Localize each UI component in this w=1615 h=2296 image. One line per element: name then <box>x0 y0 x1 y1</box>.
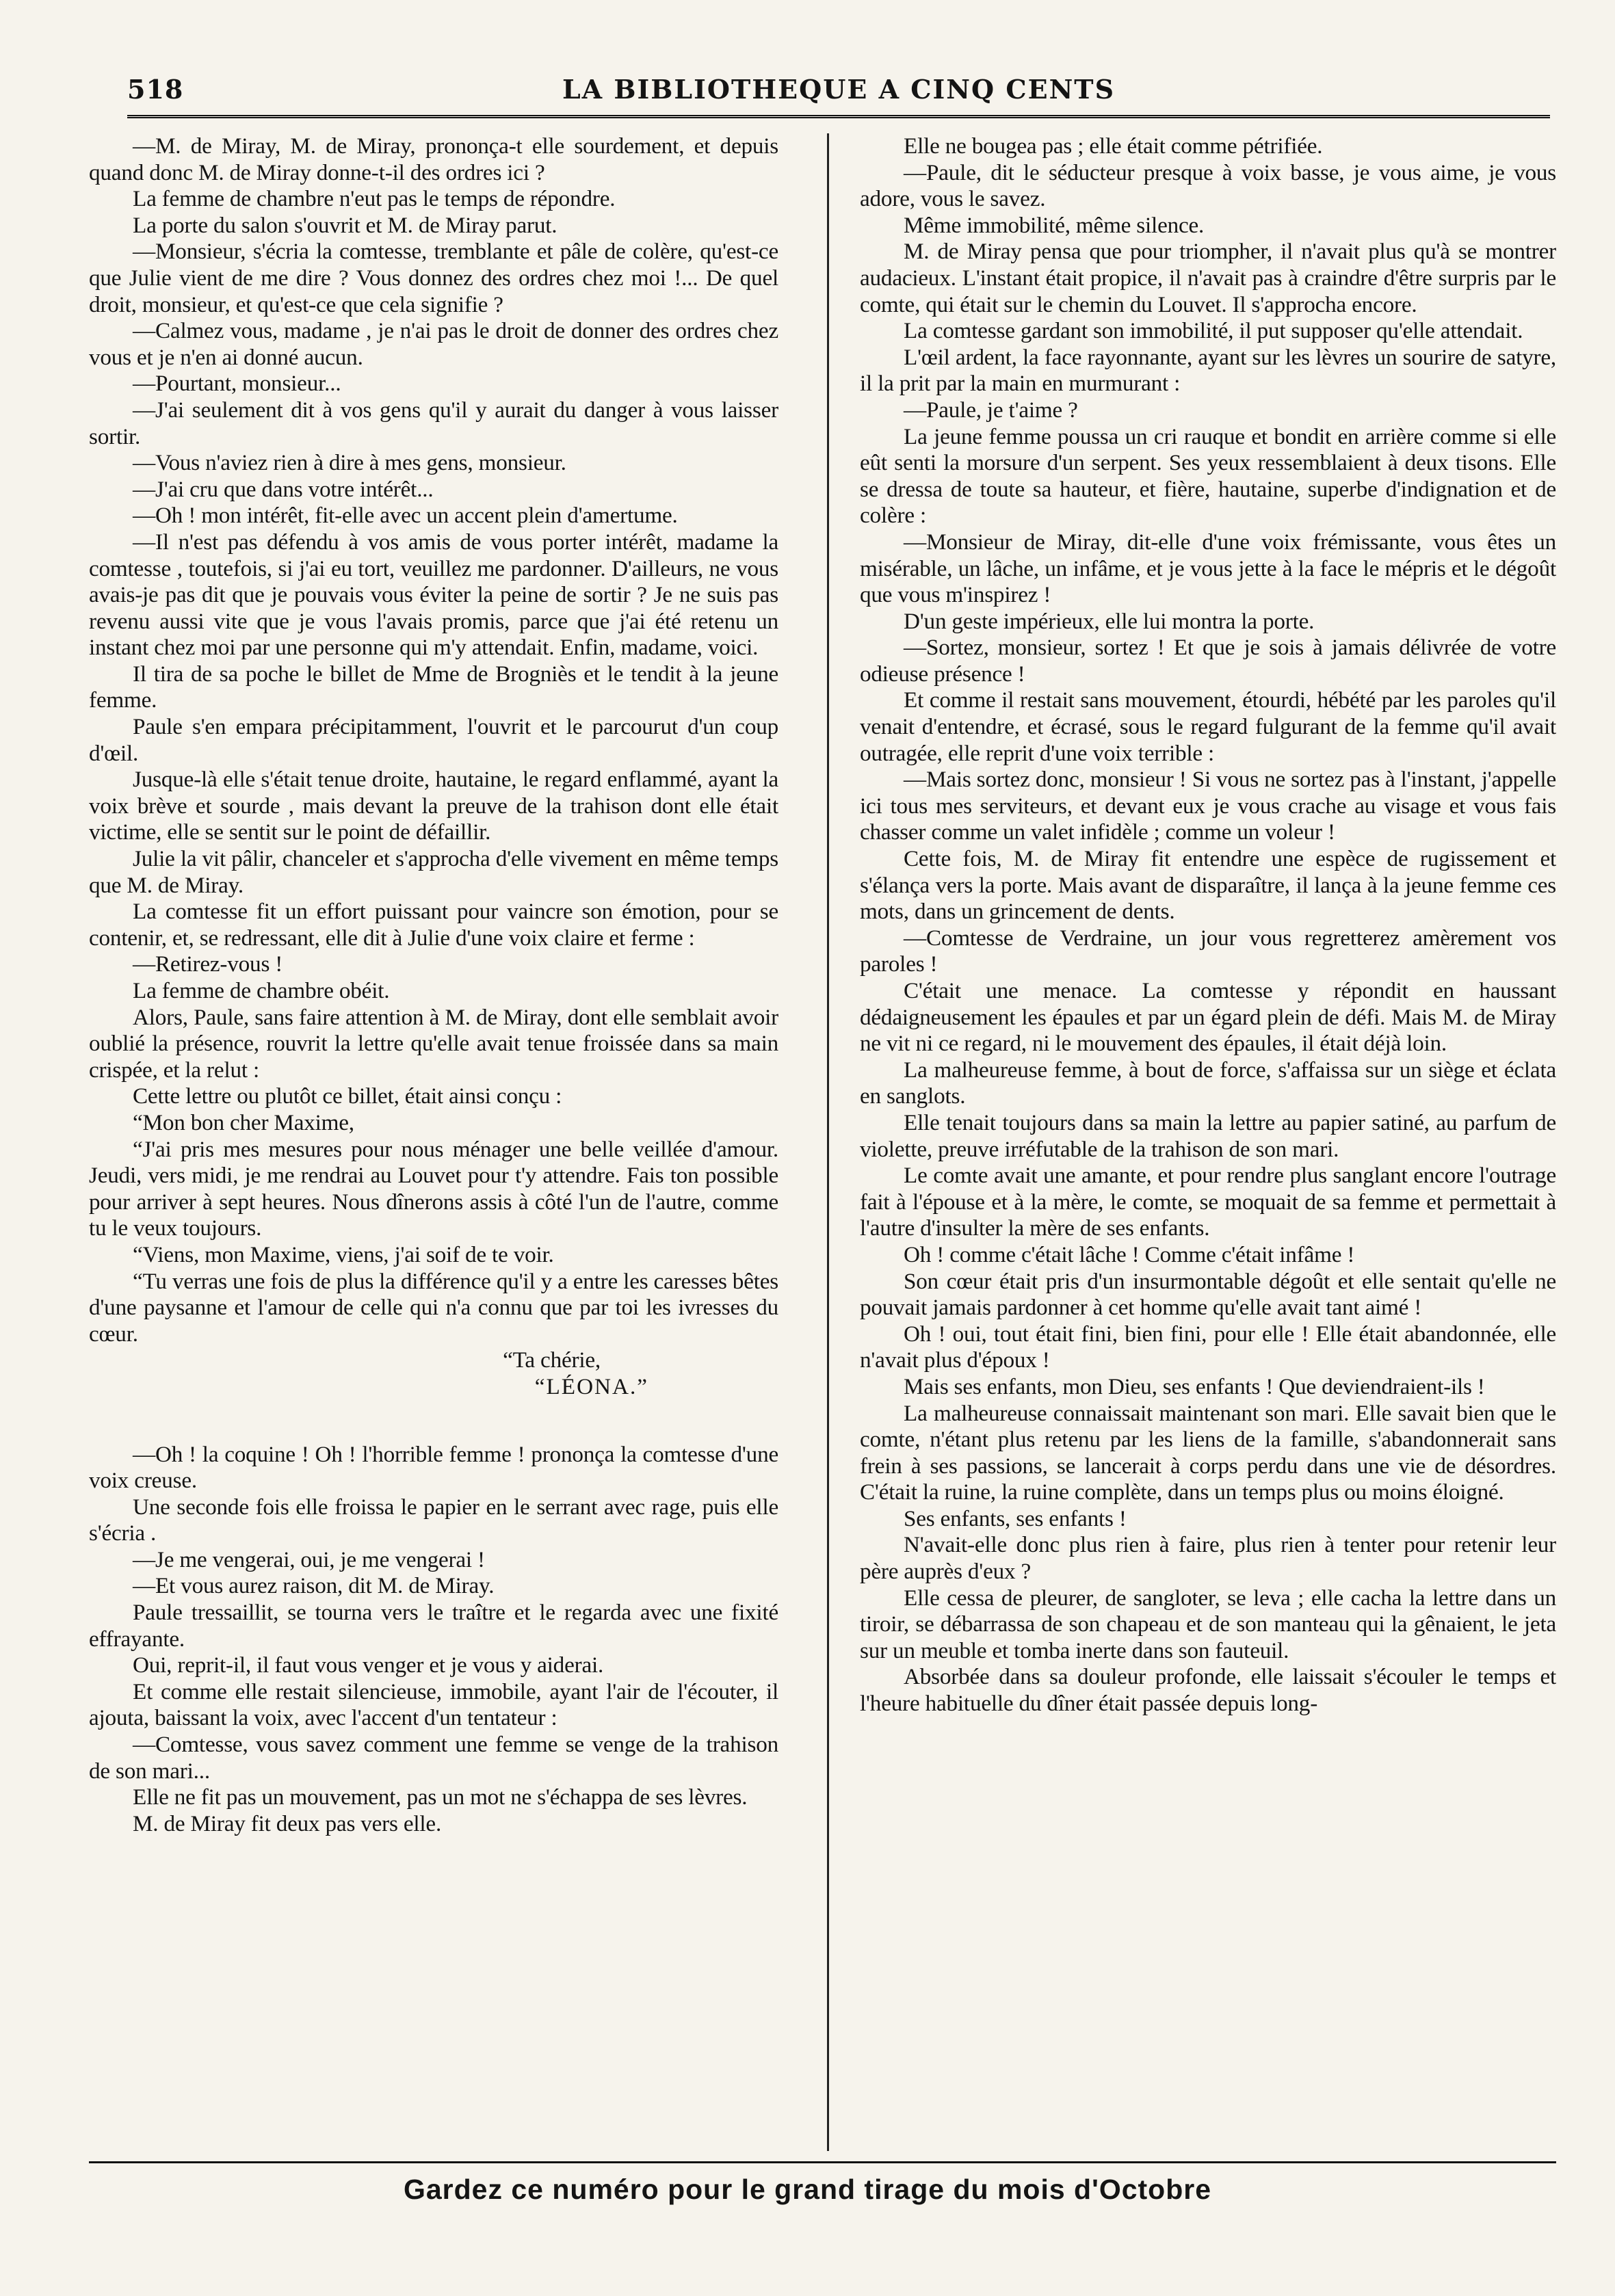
paragraph: —M. de Miray, M. de Miray, prononça-t elle sourdement, et depuis quand donc M. de Miray donne-t-il des ordres ici ? <box>89 133 778 185</box>
paragraph: —Calmez vous, madame , je n'ai pas le droit de donner des ordres chez vous et je n'en ai donné aucun. <box>89 318 778 370</box>
paragraph: Oh ! comme c'était lâche ! Comme c'était infâme ! <box>904 1241 1355 1267</box>
paragraph: La femme de chambre obéit. <box>133 978 390 1003</box>
paragraph: Paule tressaillit, se tourna vers le traître et le regarda avec une fixité effrayante. <box>89 1600 778 1652</box>
column-divider <box>827 133 829 2151</box>
paragraph: La jeune femme poussa un cri rauque et bondit en arrière comme si elle eût senti la morsure d'un serpent. Ses yeux ressemblaient à deux tisons. Elle se dressa de toute sa hauteur, et fière, hautaine, superbe d'indignation et de colère : <box>860 423 1556 529</box>
paragraph: “Tu verras une fois de plus la différence qu'il y a entre les caresses bêtes d'une paysanne et l'amour de celle qui n'a connu que par toi les ivresses du cœur. <box>89 1268 778 1347</box>
paragraph: —Et vous aurez raison, dit M. de Miray. <box>133 1573 495 1599</box>
paragraph: M. de Miray pensa que pour triompher, il n'avait plus qu'à se montrer audacieux. L'instant était propice, il n'avait pas à craindre d'être surpris par le comte, qui était sur le chemin du Louvet. Il s'approcha encore. <box>860 239 1556 317</box>
paragraph: “Mon bon cher Maxime, <box>133 1109 354 1135</box>
paragraph <box>89 1401 778 1442</box>
right-column <box>860 133 1556 1717</box>
paragraph: —Sortez, monsieur, sortez ! Et que je sois à jamais délivrée de votre odieuse présence ! <box>860 635 1556 687</box>
paragraph: Cette lettre ou plutôt ce billet, était ainsi conçu : <box>133 1083 562 1109</box>
paragraph: Paule s'en empara précipitamment, l'ouvrit et le parcourut d'un coup d'œil. <box>89 714 778 766</box>
paragraph: “Viens, mon Maxime, viens, j'ai soif de te voir. <box>133 1241 554 1267</box>
header-rule <box>127 115 1550 118</box>
paragraph: —Paule, dit le séducteur presque à voix basse, je vous aime, je vous adore, vous le savez. <box>860 159 1556 212</box>
paragraph: Et comme elle restait silencieuse, immobile, ayant l'air de l'écouter, il ajouta, baissant la voix, avec l'accent d'un tentateur : <box>89 1678 778 1731</box>
paragraph: Cette fois, M. de Miray fit entendre une espèce de rugissement et s'élança vers la porte. Mais avant de disparaître, il lança à la jeune femme ces mots, dans un grincement de dents. <box>860 846 1556 925</box>
paragraph: Et comme il restait sans mouvement, étourdi, hébété par les paroles qu'il venait d'entendre, et écrasé, sous le regard fulgurant de la femme qu'il avait outragée, elle reprit d'une voix terrible : <box>860 687 1556 766</box>
paragraph: —Oh ! mon intérêt, fit-elle avec un accent plein d'amertume. <box>133 503 678 529</box>
footer-notice: Gardez ce numéro pour le grand tirage du mois d'Octobre <box>403 2174 1212 2205</box>
paragraph: “J'ai pris mes mesures pour nous ménager une belle veillée d'amour. Jeudi, vers midi, je me rendrai au Louvet pour t'y attendre. Fais ton possible pour arriver à sept heures. Nous dînerons assis à côté l'un de l'autre, comme tu le veux toujours. <box>89 1136 778 1241</box>
paragraph: La malheureuse connaissait maintenant son mari. Elle savait bien que le comte, n'étant plus retenu par les liens de la famille, s'abandonnerait sans frein à ses passions, se lancerait à corps perdu dans une vie de désordres. C'était la ruine, la ruine complète, dans un temps plus ou moins éloigné. <box>860 1400 1556 1505</box>
paragraph: Elle ne fit pas un mouvement, pas un mot ne s'échappa de ses lèvres. <box>133 1784 748 1810</box>
paragraph: Elle ne bougea pas ; elle était comme pétrifiée. <box>904 133 1323 159</box>
paragraph: —Oh ! la coquine ! Oh ! l'horrible femme ! prononça la comtesse d'une voix creuse. <box>89 1441 778 1494</box>
paragraph: —Je me vengerai, oui, je me vengerai ! <box>133 1546 485 1572</box>
paragraph: Mais ses enfants, mon Dieu, ses enfants ! Que deviendraient-ils ! <box>904 1373 1485 1399</box>
paragraph: C'était une menace. La comtesse y répondit en haussant dédaigneusement les épaules et par un égard plein de défi. Mais M. de Miray ne vit ni ce regard, ni le mouvement des épaules, il était déjà loin. <box>860 978 1556 1057</box>
paragraph: —Vous n'aviez rien à dire à mes gens, monsieur. <box>133 450 566 476</box>
paragraph: Oh ! oui, tout était fini, bien fini, pour elle ! Elle était abandonnée, elle n'avait plus d'époux ! <box>860 1321 1556 1373</box>
paragraph: La malheureuse femme, à bout de force, s'affaissa sur un siège et éclata en sanglots. <box>860 1057 1556 1109</box>
paragraph: “LÉONA.” <box>534 1373 648 1399</box>
paragraph: D'un geste impérieux, elle lui montra la porte. <box>904 608 1315 634</box>
paragraph: —Mais sortez donc, monsieur ! Si vous ne sortez pas à l'instant, j'appelle ici tous mes serviteurs, et devant eux je vous crache au visage et vous fais chasser comme un valet infidèle ; comme un voleur ! <box>860 767 1556 845</box>
paragraph: Le comte avait une amante, et pour rendre plus sanglant encore l'outrage fait à l'épouse et à la mère, le comte, se moquait de sa femme et permettait à l'autre d'insulter la mère de ses enfants. <box>860 1163 1556 1241</box>
paragraph: M. de Miray fit deux pas vers elle. <box>133 1810 442 1836</box>
paragraph: Ses enfants, ses enfants ! <box>904 1505 1127 1531</box>
paragraph: —Il n'est pas défendu à vos amis de vous porter intérêt, madame la comtesse , toutefois, si j'ai eu tort, veuillez me pardonner. D'ailleurs, ne vous avais-je pas dit que je pouvais vous éviter la peine de sortir ? Je ne suis pas revenu aussi vite que je vous l'avais promis, parce que j'ai été retenu un instant chez moi par une personne qui m'y attendait. Enfin, madame, voici. <box>89 529 778 661</box>
left-column <box>89 133 778 1837</box>
page-number: 518 <box>127 74 184 105</box>
paragraph: —Paule, je t'aime ? <box>904 397 1078 423</box>
paragraph: —Monsieur de Miray, dit-elle d'une voix frémissante, vous êtes un misérable, un lâche, un infâme, et je vous jette à la face le mépris et le dégoût que vous m'inspirez ! <box>860 529 1556 608</box>
paragraph: “Ta chérie, <box>503 1347 601 1373</box>
paragraph: —Monsieur, s'écria la comtesse, tremblante et pâle de colère, qu'est-ce que Julie vient de me dire ? Vous donnez des ordres chez moi !... De quel droit, monsieur, et qu'est-ce que cela signifie ? <box>89 239 778 317</box>
paragraph: —Comtesse de Verdraine, un jour vous regretterez amèrement vos paroles ! <box>860 925 1556 977</box>
paragraph: Alors, Paule, sans faire attention à M. de Miray, dont elle semblait avoir oublié la présence, rouvrit la lettre qu'elle avait tenue froissée dans sa main crispée, et la relut : <box>89 1004 778 1083</box>
paragraph: La femme de chambre n'eut pas le temps de répondre. <box>133 186 616 212</box>
paragraph: Jusque-là elle s'était tenue droite, hautaine, le regard enflammé, ayant la voix brève et sourde , mais devant la preuve de la trahison dont elle était victime, elle se sentit sur le point de défaillir. <box>89 767 778 845</box>
paragraph: Elle cessa de pleurer, de sangloter, se leva ; elle cacha la lettre dans un tiroir, se débarrassa de son chapeau et de son manteau qui la gênaient, le jeta sur un meuble et tomba inerte dans son fauteuil. <box>860 1585 1556 1663</box>
footer-rule <box>89 2161 1556 2163</box>
paragraph: —J'ai cru que dans votre intérêt... <box>133 476 434 502</box>
paragraph: N'avait-elle donc plus rien à faire, plus rien à tenter pour retenir leur père auprès d'eux ? <box>860 1532 1556 1585</box>
paragraph: Même immobilité, même silence. <box>904 212 1205 238</box>
paragraph: Son cœur était pris d'un insurmontable dégoût et elle sentait qu'elle ne pouvait jamais pardonner à cet homme qu'elle avait tant aimé ! <box>860 1268 1556 1321</box>
paragraph: Une seconde fois elle froissa le papier en le serrant avec rage, puis elle s'écria . <box>89 1494 778 1546</box>
paragraph: La comtesse gardant son immobilité, il put supposer qu'elle attendait. <box>904 318 1523 344</box>
paragraph: Julie la vit pâlir, chanceler et s'approcha d'elle vivement en même temps que M. de Miray. <box>89 846 778 898</box>
paragraph: —J'ai seulement dit à vos gens qu'il y aurait du danger à vous laisser sortir. <box>89 397 778 449</box>
running-title: LA BIBLIOTHEQUE A CINQ CENTS <box>562 74 1116 105</box>
paragraph: La porte du salon s'ouvrit et M. de Miray parut. <box>133 212 557 238</box>
paragraph: —Comtesse, vous savez comment une femme se venge de la trahison de son mari... <box>89 1732 778 1784</box>
paragraph: —Pourtant, monsieur... <box>133 371 341 397</box>
paragraph: Il tira de sa poche le billet de Mme de Brogniès et le tendit à la jeune femme. <box>89 661 778 713</box>
paragraph: Oui, reprit-il, il faut vous venger et je vous y aiderai. <box>133 1652 604 1678</box>
paragraph: La comtesse fit un effort puissant pour vaincre son émotion, pour se contenir, et, se redressant, elle dit à Julie d'une voix claire et ferme : <box>89 899 778 951</box>
paragraph: —Retirez-vous ! <box>133 951 283 977</box>
paragraph: Elle tenait toujours dans sa main la lettre au papier satiné, au parfum de violette, preuve irréfutable de la trahison de son mari. <box>860 1109 1556 1162</box>
paragraph: L'œil ardent, la face rayonnante, ayant sur les lèvres un sourire de satyre, il la prit par la main en murmurant : <box>860 344 1556 397</box>
page-header <box>127 74 1550 115</box>
paragraph: Absorbée dans sa douleur profonde, elle laissait s'écouler le temps et l'heure habituelle du dîner était passée depuis long- <box>860 1664 1556 1717</box>
